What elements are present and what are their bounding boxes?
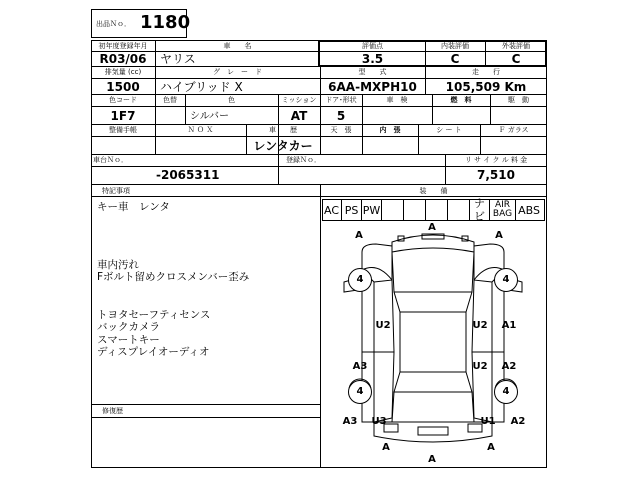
mark-right-front-door: U2 — [472, 320, 488, 331]
equipment-cell — [426, 199, 448, 221]
label-registration-no: 登録Ｎｏ． — [286, 156, 321, 164]
first-registration: R03/06 — [99, 52, 147, 66]
note-line — [97, 284, 317, 297]
note-line: トヨタセーフティセンス — [97, 308, 211, 321]
label-seat: シ ー ト — [436, 126, 462, 134]
label-car-name: 車 名 — [223, 42, 252, 50]
mark-rear-left-wheel: 4 — [348, 380, 372, 404]
model-code: 6AA-MXPH10 — [328, 80, 417, 94]
doors: 5 — [336, 109, 346, 123]
label-nox: Ｎ Ｏ Ｘ — [187, 126, 214, 134]
label-score: 評価点 — [362, 42, 383, 50]
label-displacement: 排気量 (cc) — [104, 68, 142, 76]
mark-front-center: A — [428, 222, 436, 233]
equipment-cell: PS — [342, 199, 362, 221]
score: 3.5 — [361, 52, 384, 66]
note-line: 車内汚れ — [97, 258, 139, 271]
label-mission: ミッション — [281, 96, 317, 104]
mark-front-left: A — [355, 230, 363, 241]
mark-rear-right-corner: A2 — [510, 416, 526, 427]
car-damage-diagram — [322, 222, 545, 466]
equipment-cell — [382, 199, 404, 221]
mark-front-left-wheel: 4 — [348, 268, 372, 292]
note-line: Fボルト留めクロスメンバー歪み — [97, 271, 250, 283]
lot-number-box — [91, 9, 191, 38]
label-fuel: 燃 料 — [450, 96, 472, 104]
chassis-no: -2065311 — [156, 168, 220, 182]
equipment-cell: ABS — [518, 203, 540, 217]
label-inspection: 車 検 — [386, 96, 408, 104]
label-drive: 駆 動 — [508, 96, 529, 104]
label-first-registration: 初年度登録年月 — [98, 42, 148, 50]
equipment-cell: AIR BAG — [490, 199, 516, 221]
mark-front-right-wheel: 4 — [494, 268, 518, 292]
car-history: レンタカー — [253, 139, 313, 153]
mark-rear-right-wheel: 4 — [494, 380, 518, 404]
label-color-code: 色コード — [109, 96, 137, 104]
mark-rear-bumper-right: A — [487, 442, 495, 453]
recycle-fee: 7,510 — [477, 168, 515, 182]
mileage: 105,509 Km — [445, 80, 527, 94]
note-line — [97, 214, 317, 227]
grade: ハイブリッド X — [160, 80, 243, 94]
label-sunroof: 天 張 — [330, 126, 352, 134]
note-line — [97, 226, 317, 239]
mark-right-front-side: A1 — [501, 320, 517, 331]
note-line: バックカメラ — [97, 321, 160, 333]
mission: AT — [290, 109, 308, 123]
label-color: 色 — [228, 96, 235, 104]
label-model: 型 式 — [358, 68, 387, 76]
label-equipment: 装 備 — [419, 187, 448, 195]
lot-number-label: 出品Ｎｏ． — [96, 20, 131, 28]
mark-rear-bumper-center: A — [428, 454, 436, 465]
mark-left-front-door: U2 — [375, 320, 391, 331]
mark-right-rear-door: U2 — [472, 361, 488, 372]
label-color-change: 色替 — [163, 96, 177, 104]
equipment-cell: AC — [322, 199, 342, 221]
mark-left-rear-side: A3 — [352, 361, 368, 372]
label-history: 車 歴 — [269, 126, 297, 134]
note-line: ディスプレイオーディオ — [97, 346, 210, 358]
color-code: 1F7 — [110, 109, 136, 123]
equipment-cell — [404, 199, 426, 221]
mark-front-right: A — [495, 230, 503, 241]
mark-rear-left-corner: A3 — [342, 416, 358, 427]
equipment-cell — [448, 199, 470, 221]
label-chassis-no: 車台Ｎｏ． — [93, 156, 128, 164]
mark-right-rear-side: A2 — [501, 361, 517, 372]
label-grade: グ レ ー ド — [213, 68, 262, 76]
special-notes — [97, 201, 317, 359]
color: シルバー — [190, 111, 230, 122]
label-doors: ドア･形状 — [325, 96, 357, 104]
label-interior-score: 内装評価 — [441, 42, 469, 50]
displacement: 1500 — [106, 80, 140, 94]
interior-score: C — [450, 52, 460, 66]
mark-rear-bumper-left: A — [382, 442, 390, 453]
car-name: ヤリス — [160, 52, 196, 66]
label-interior-lining: 内 張 — [379, 126, 401, 134]
label-special-notes: 特記事項 — [102, 187, 130, 195]
mark-rear-left-lamp: U3 — [371, 416, 387, 427]
label-maintenance-book: 整備手帳 — [109, 126, 137, 134]
label-exterior-score: 外装評価 — [502, 42, 530, 50]
equipment-cell: PW — [362, 199, 382, 221]
label-repair-history: 修復歴 — [102, 407, 123, 415]
note-line: スマートキー — [97, 333, 160, 346]
note-line — [97, 296, 317, 309]
equipment-cell: ナビ — [470, 199, 490, 221]
label-front-glass: Ｆ ガラス — [498, 126, 529, 134]
note-line: キー車 レンタ — [97, 201, 170, 213]
lot-number: 1180 — [140, 12, 191, 33]
label-mileage: 走 行 — [472, 68, 500, 76]
mark-rear-right-lamp: U1 — [480, 416, 496, 427]
exterior-score: C — [511, 52, 521, 66]
label-recycle-fee: リ サ イ ク ル 料 金 — [464, 156, 528, 164]
